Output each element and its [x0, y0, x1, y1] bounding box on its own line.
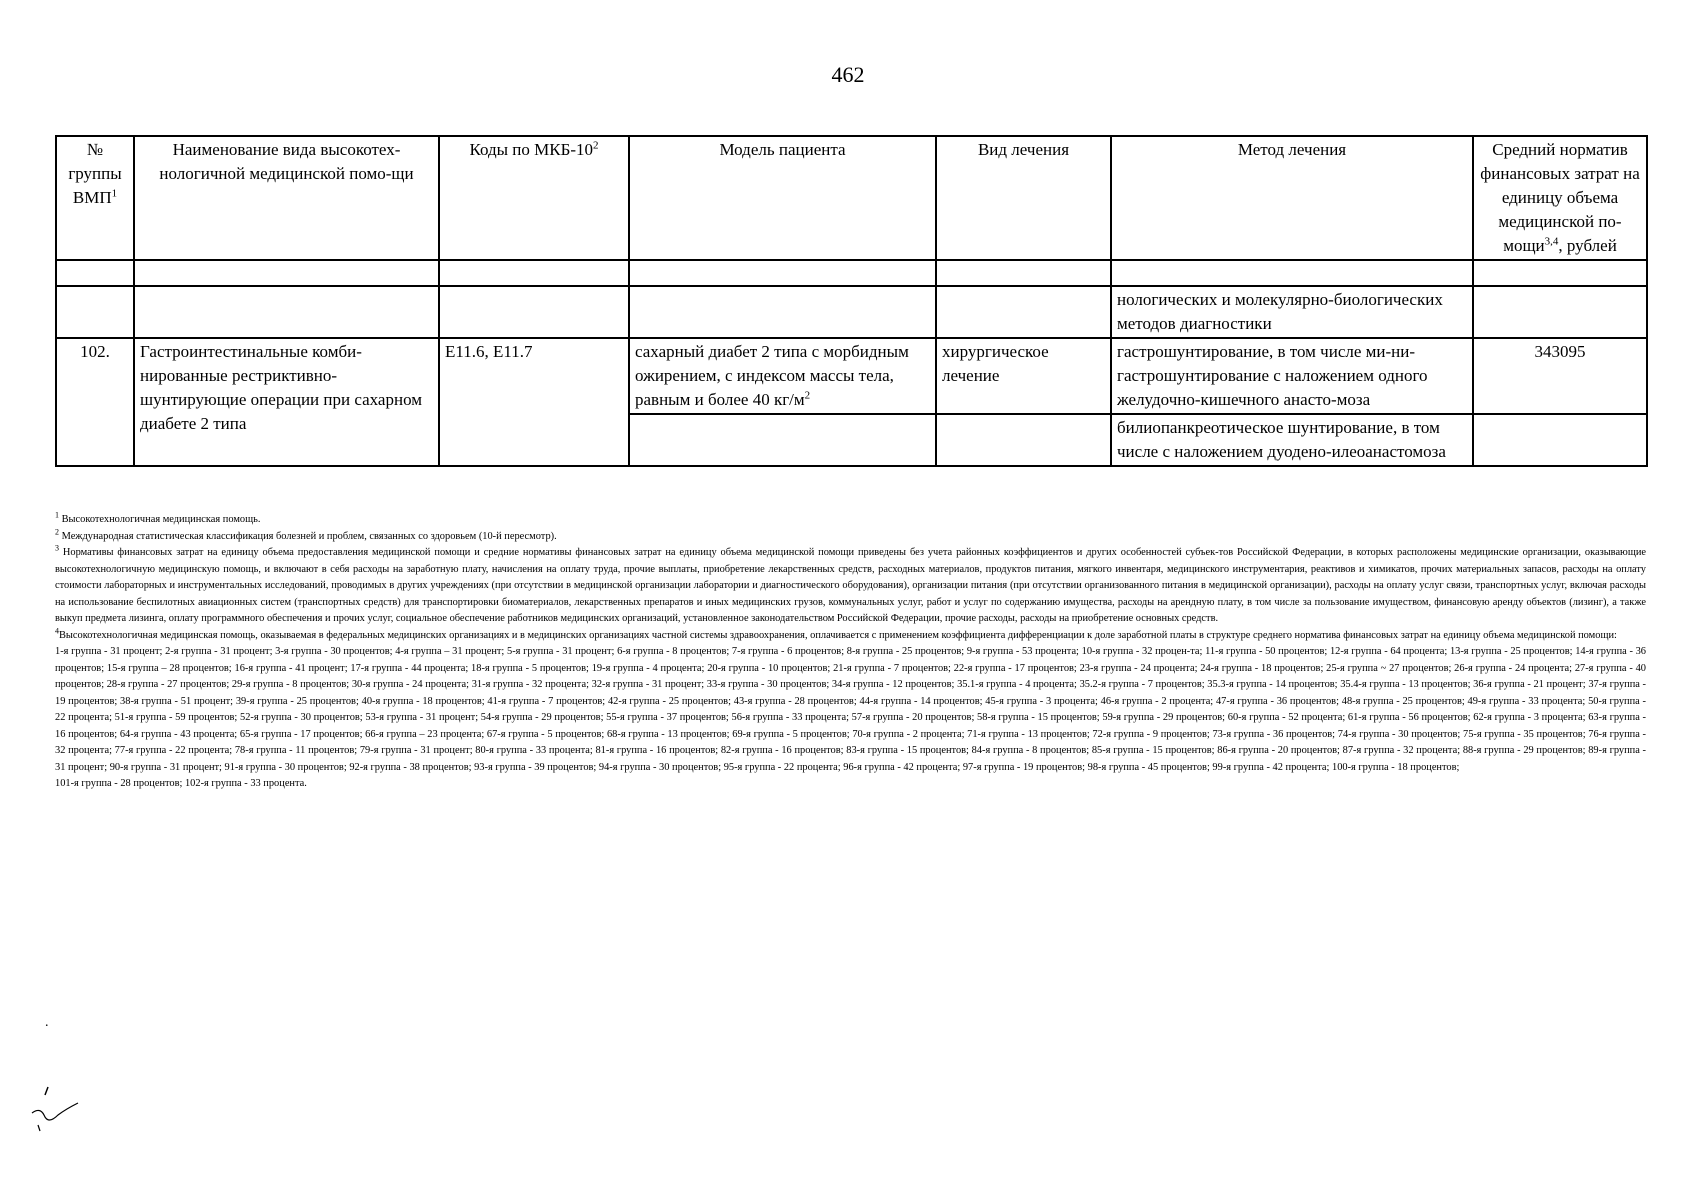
cell-method-continuation: нологических и молекулярно-биологических методов диагностики — [1111, 286, 1473, 338]
header-patient-model: Модель пациента — [629, 136, 936, 260]
handwritten-scribble — [30, 1085, 90, 1145]
footnote-1: $^1$ Высокотехнологичная медицинская помощь. — [55, 510, 261, 525]
cell-treatment-type: хирургическое лечение — [936, 338, 1111, 414]
cell-name: Гастроинтестинальные комби-нированные рестриктивно-шунтирующие операции при сахарном диабете 2 типа — [134, 338, 439, 466]
footnote-2: $^2$ Международная статистическая классификация болезней и проблем, связанных со здоровьем (10-й пересмотр). — [55, 527, 557, 542]
cell-patient-model: сахарный диабет 2 типа с морбидным ожирением, с индексом массы тела, равным и более 40 $кг/м^2$ — [629, 338, 936, 414]
cell-method-1: гастрошунтирование, в том числе ми-ни-гастрошунтирование с наложением одного желудочно-кишечного анасто-моза — [1111, 338, 1473, 414]
stray-dot: . — [45, 1015, 49, 1030]
cell-group-no: 102. — [56, 338, 134, 466]
header-group-no: № группы ВМП$^1$ — [56, 136, 134, 260]
page-number: 462 — [831, 62, 865, 87]
cell-method-2: билиопанкреотическое шунтирование, в том числе с наложением дуодено-илеоанастомоза — [1111, 414, 1473, 466]
table-row-102 — [56, 338, 1647, 414]
header-name: Наименование вида высокотех-нологичной медицинской помо-щи — [134, 136, 439, 260]
table-header-row — [56, 136, 1647, 260]
footnote-4: $^4$Высокотехнологичная медицинская помощь, оказываемая в федеральных медицинских организациях и в медицинских организациях частной системы здравоохранения, оплачивается с применением коэффициента дифференциации к доле заработной платы в структуре среднего норматива финансовых затрат на единицу объема медицинской помощи: — [55, 626, 1617, 641]
footnotes — [55, 512, 1646, 793]
vmp-table — [55, 135, 1648, 467]
cell-codes: E11.6, E11.7 — [439, 338, 629, 466]
header-cost: Средний норматив финансовых затрат на единицу объема медицинской по-мощи$^{3,4}$, рублей — [1473, 136, 1647, 260]
footnote-4-last-line: 101-я группа - 28 процентов; 102-я группа - 33 процента. — [55, 778, 307, 789]
cell-cost: 343095 — [1473, 338, 1647, 414]
header-treatment-type: Вид лечения — [936, 136, 1111, 260]
header-codes: Коды по МКБ-$10^2$ — [439, 136, 629, 260]
footnote-3: $^3$ Нормативы финансовых затрат на единицу объема предоставления медицинской помощи и средние нормативы финансовых затрат на единицу объема медицинской помощи приведены без учета районных коэффициентов и других особенностей субъек-тов Российской Федерации, в которых расположены медицинские организации, оказывающие высокотехнологичную медицинскую помощь, и включают в себя расходы на заработную плату, начисления на оплату труда, прочие выплаты, приобретение лекарственных средств, расходных материалов, продуктов питания, мягкого инвентаря, медицинского инструментария, реактивов и химикатов, прочих материальных запасов, расходы на оплату стоимости лабораторных и инструментальных исследований, проводимых в других учреждениях (при отсутствии в медицинской организации лаборатории и диагностического оборудования), организации питания (при отсутствии организованного питания в медицинской организации), расходы на оплату услуг связи, транспортных услуг, включая расходы на использование беспилотных авиационных систем (транспортных средств) для транспортировки биоматериалов, лекарственных препаратов и иных медицинских грузов, коммунальных услуг, работ и услуг по содержанию имущества, расходы на арендную плату, в том числе за пользование имуществом, финансовую аренду объектов (лизинг), а также выкуп предмета лизинга, оплату программного обеспечения и прочих услуг, социальное обеспечение работников медицинских организаций, установленное законодательством Российской Федерации, прочие расходы, расходы на приобретение основных средств. — [55, 543, 1646, 624]
footnote-4-groups: 1-я группа - 31 процент; 2-я группа - 31 процент; 3-я группа - 30 процентов; 4-я группа – 31 процент; 5-я группа - 31 процент; 6-я группа - 8 процентов; 7-я группа - 6 процентов; 8-я группа - 25 процентов; 9-я группа - 53 процента; 10-я группа - 32 процен-та; 11-я группа - 50 процентов; 12-я группа - 64 процента; 13-я группа - 25 процентов; 14-я группа - 36 процентов; 15-я группа – 28 процентов; 16-я группа - 41 процент; 17-я группа - 44 процента; 18-я группа - 5 процентов; 19-я группа - 4 процента; 20-я группа - 10 процентов; 21-я группа - 7 процентов; 22-я группа - 17 процентов; 23-я группа - 24 процента; 24-я группа - 18 процентов; 25-я группа ~ 27 процентов; 26-я группа - 24 процента; 27-я группа - 40 процентов; 28-я группа - 27 процентов; 29-я группа - 8 процентов; 30-я группа - 24 процента; 31-я группа - 32 процента; 32-я группа - 31 процент; 33-я группа - 30 процентов; 34-я группа - 12 процентов; 35.1-я группа - 4 процента; 35.2-я группа - 7 процентов; 35.3-я группа - 14 процентов; 35.4-я группа - 13 процентов; 36-я группа - 21 процент; 37-я группа - 19 процентов; 38-я группа - 51 процент; 39-я группа - 25 процентов; 40-я группа - 18 процентов; 41-я группа - 7 процентов; 42-я группа - 25 процентов; 43-я группа - 28 процентов; 44-я группа - 14 процентов; 45-я группа - 3 процента; 46-я группа - 2 процента; 47-я группа - 36 процентов; 48-я группа - 25 процентов; 49-я группа - 33 процента; 50-я группа - 22 процента; 51-я группа - 59 процентов; 52-я группа - 30 процентов; 53-я группа - 31 процент; 54-я группа - 29 процентов; 55-я группа - 37 процентов; 56-я группа - 33 процента; 57-я группа - 20 процентов; 58-я группа - 15 процентов; 59-я группа - 29 процентов; 60-я группа - 52 процента; 61-я группа - 56 процентов; 62-я группа - 3 процента; 63-я группа - 16 процентов; 64-я группа - 43 процента; 65-я группа - 17 процентов; 66-я группа – 23 процента; 67-я группа - 5 процентов; 68-я группа - 13 процентов; 69-я группа - 5 процентов; 70-я группа - 2 процента; 71-я группа - 13 процентов; 72-я группа - 9 процентов; 73-я группа - 36 процентов; 74-я группа - 30 процентов; 75-я группа - 35 процентов; 76-я группа - 32 процента; 77-я группа - 22 процента; 78-я группа - 11 процентов; 79-я группа - 31 процент; 80-я группа - 33 процента; 81-я группа - 16 процентов; 82-я группа - 16 процентов; 83-я группа - 15 процентов; 84-я группа - 8 процентов; 85-я группа - 15 процентов; 86-я группа - 20 процентов; 87-я группа - 32 процента; 88-я группа - 29 процентов; 89-я группа - 31 процент; 90-я группа - 31 процент; 91-я группа - 30 процентов; 92-я группа - 38 процентов; 93-я группа - 39 процентов; 94-я группа - 30 процентов; 95-я группа - 22 процента; 96-я группа - 42 процента; 97-я группа - 19 процентов; 98-я группа - 45 процентов; 99-я группа - 42 процента; 100-я группа - 18 процентов; — [55, 646, 1646, 773]
table-row-continuation — [56, 286, 1647, 338]
header-treatment-method: Метод лечения — [1111, 136, 1473, 260]
table-row-empty — [56, 260, 1647, 286]
